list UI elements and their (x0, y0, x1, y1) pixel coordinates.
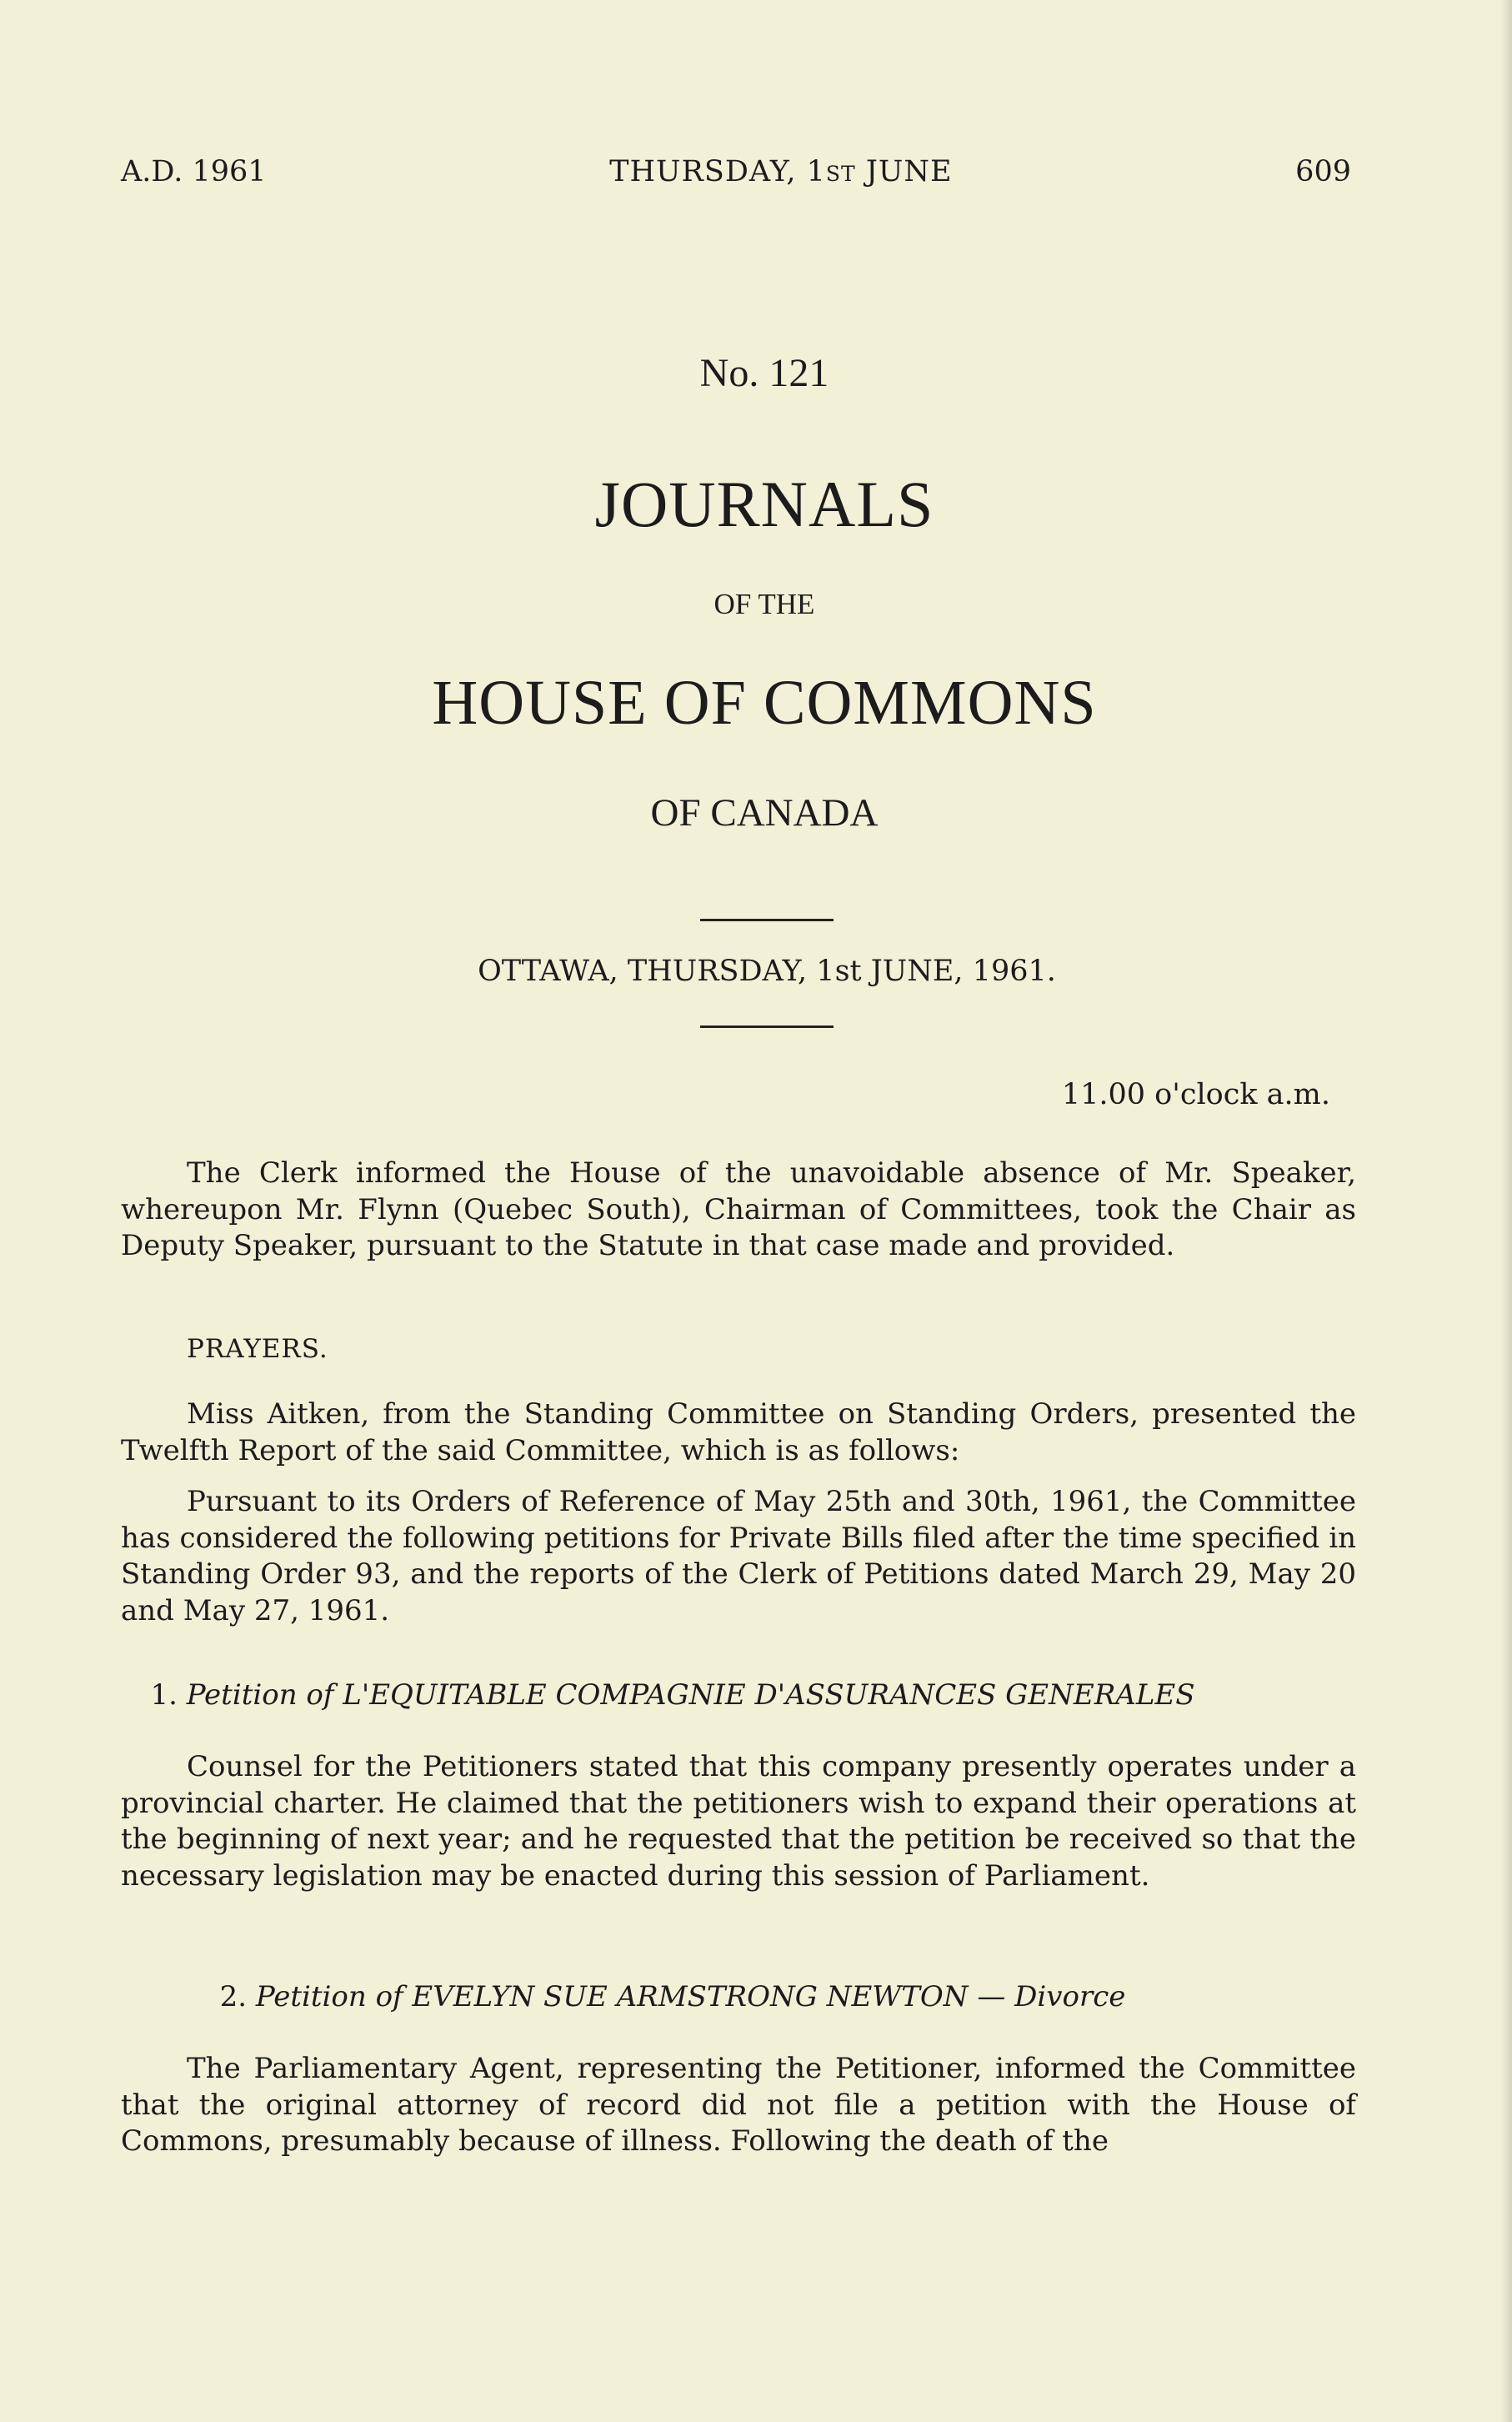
header-year: A.D. 1961 (121, 155, 267, 188)
paragraph-aitken: Miss Aitken, from the Standing Committee on Standing Orders, presented the Twelfth Report of the said Committee, which is as follows: (121, 1397, 1356, 1467)
dateline: OTTAWA, THURSDAY, 1st JUNE, 1961. (478, 955, 1056, 988)
petition-heading-2: 2. Petition of EVELYN SUE ARMSTRONG NEWTON — Divorce (219, 1980, 1126, 2013)
divider-rule (700, 1025, 834, 1028)
issue-number: No. 121 (699, 351, 829, 395)
title-of-canada: OF CANADA (650, 791, 879, 835)
paragraph-counsel: Counsel for the Petitioners stated that this company presently operates under a provincial charter. He claimed that the petitioners wish to expand their operations at the beginning of next year; and he requested that the petition be received so that the necessary legislation may be enacted during this session of Parliament. (121, 1750, 1356, 1893)
prayers-heading: PRAYERS. (187, 1334, 328, 1364)
paragraph-clerk: The Clerk informed the House of the unavoidable absence of Mr. Speaker, whereupon Mr. Flynn (Quebec South), Chairman of Committees, took the Chair as Deputy Speaker, pursuant to the Statute in that case made and provided. (121, 1156, 1356, 1262)
title-of-the: OF THE (713, 588, 815, 620)
running-header (121, 155, 1351, 188)
paragraph-agent: The Parliamentary Agent, representing the Petitioner, informed the Committee that the original attorney of record did not file a petition with the House of Commons, presumably because of illness. Following the death of the (121, 2052, 1356, 2158)
page-number: 609 (1295, 155, 1351, 188)
title-house-of-commons: HOUSE OF COMMONS (432, 668, 1097, 738)
sitting-time: 11.00 o'clock a.m. (1061, 1078, 1330, 1111)
divider-rule (700, 919, 834, 921)
paragraph-pursuant: Pursuant to its Orders of Reference of May 25th and 30th, 1961, the Committee has considered the following petitions for Private Bills filed after the time specified in Standing Order 93, and the reports of the Clerk of Petitions dated March 29, May 20 and May 27, 1961. (121, 1485, 1356, 1627)
title-journals: JOURNALS (594, 468, 934, 540)
header-date: THURSDAY, 1ST JUNE (609, 155, 953, 188)
petition-heading-1: 1. Petition of L'EQUITABLE COMPAGNIE D'ASSURANCES GENERALES (150, 1678, 1195, 1712)
